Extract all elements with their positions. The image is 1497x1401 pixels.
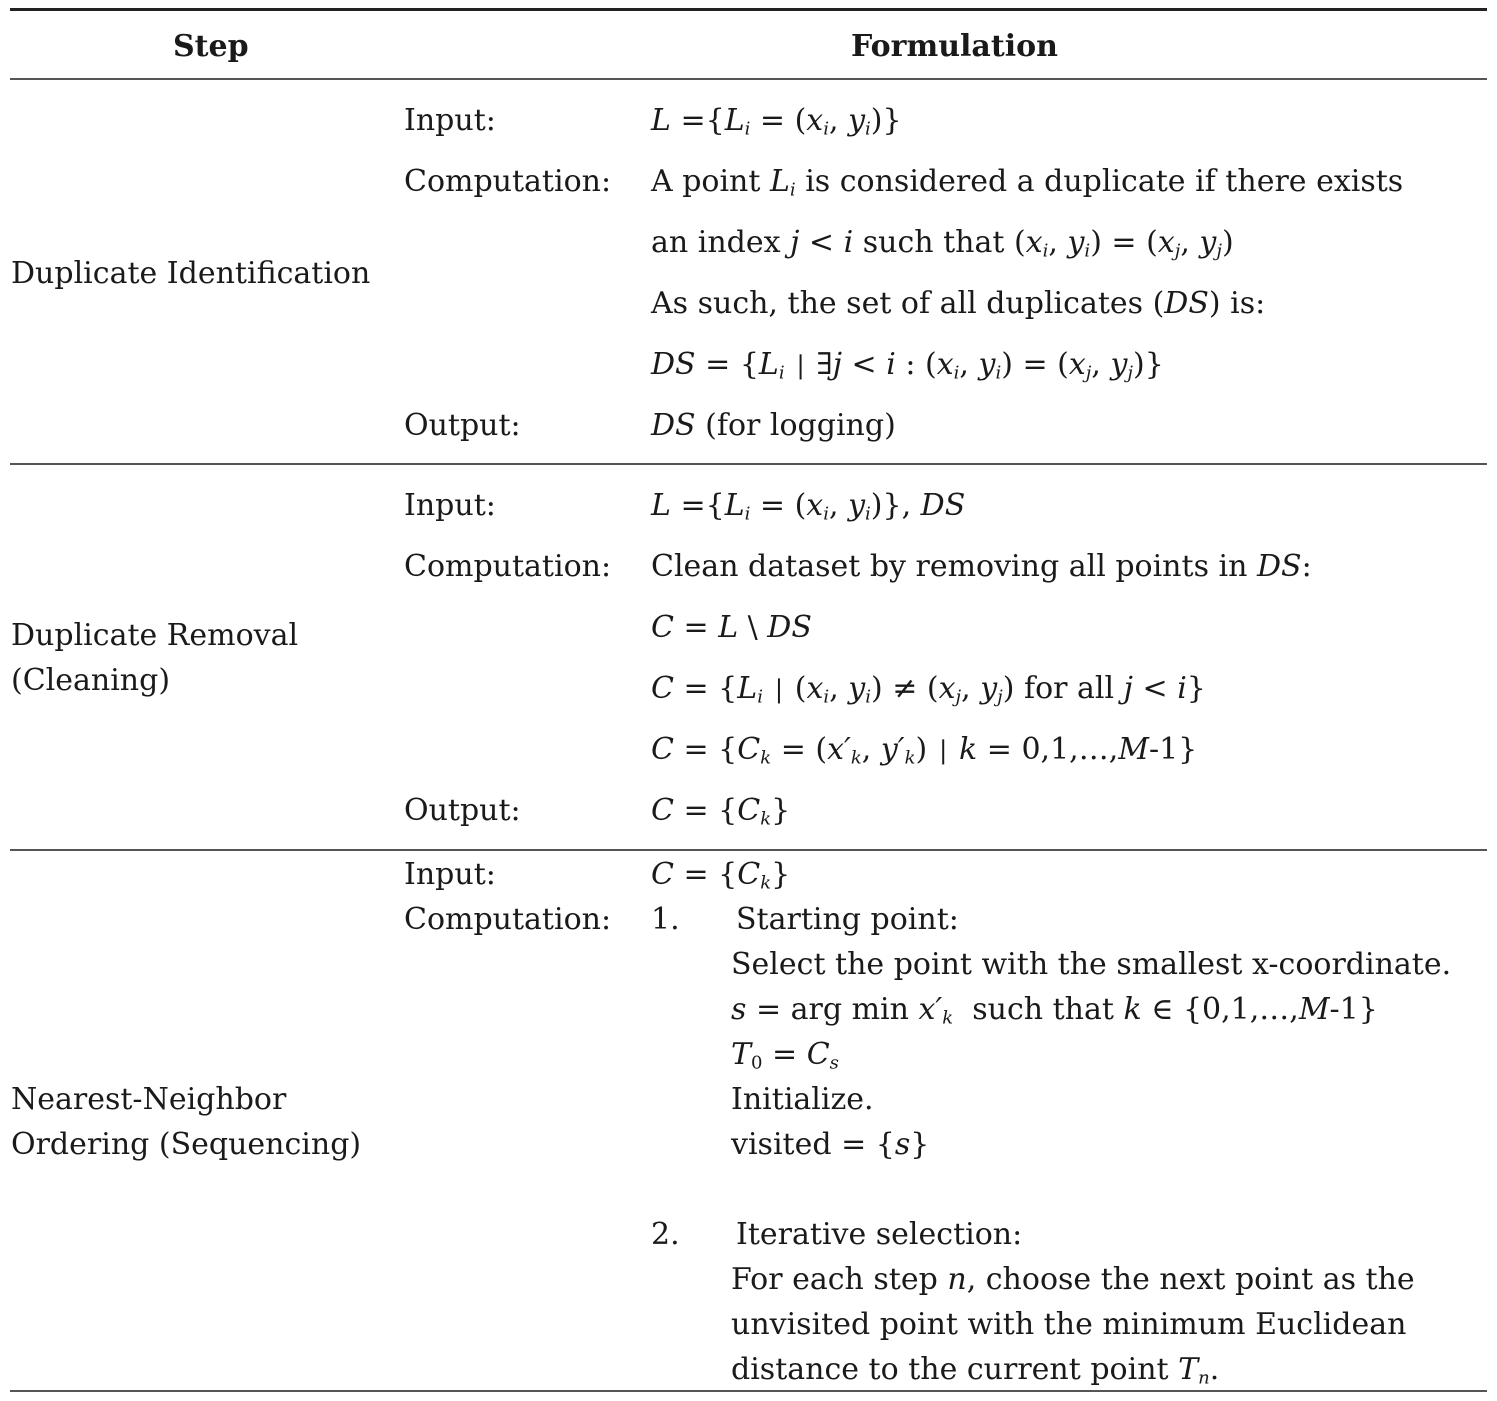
header-formulation: Formulation [851,29,1058,64]
label-input: Input: [404,488,496,523]
formula-start-point: $T_0 = C_s$ [731,1037,839,1074]
computation-text-line: As such, the set of all duplicates (DS) is: [651,286,1266,321]
list-number: 2. [651,1217,680,1252]
formula-input-set: $L =\{L_i = (x_i$, $y_i$)} [651,103,902,140]
list-item-title: Starting point: [736,902,959,937]
header-rule [10,78,1487,80]
label-computation: Computation: [404,164,612,199]
computation-text-line: A point $L_i$ is considered a duplicate if there exists [651,164,1404,201]
computation-text-line: an index j < i such that ($x_i$, $y_i) = (x_j$, $y_j$) [651,225,1234,262]
step-name-nearest-neighbor-sub: Ordering (Sequencing) [11,1127,362,1162]
list-number: 1. [651,902,680,937]
formula-input-set: $C = \{C_k\}$ [651,857,791,894]
section-divider-2 [10,849,1487,851]
computation-text-line: Clean dataset by removing all points in DS: [651,549,1312,584]
formula-output: DS (for logging) [651,408,896,443]
step-name-nearest-neighbor: Nearest-Neighbor [11,1082,287,1117]
list-item-text: For each step n, choose the next point as the [731,1262,1415,1297]
list-item-text: Select the point with the smallest x-coordinate. [731,947,1452,982]
list-item-title: Iterative selection: [736,1217,1023,1252]
label-output: Output: [404,793,521,828]
label-input: Input: [404,857,496,892]
formula-set-difference: C = L \ DS [651,610,812,645]
top-rule [10,8,1487,11]
formula-clean-indexed: $C = \{C_k = (x'_k$, $y'_k$) ∣ k = 0,1,…,M-1} [651,732,1198,769]
bottom-rule [10,1390,1487,1392]
formula-visited: visited = {s} [731,1127,930,1162]
section-divider-1 [10,463,1487,465]
step-name-duplicate-identification: Duplicate Identification [11,256,371,291]
label-output: Output: [404,408,521,443]
label-computation: Computation: [404,902,612,937]
formula-input-set: $L =\{L_i = (x_i$, $y_i$)}, DS [651,488,966,525]
list-item-text: unvisited point with the minimum Euclidean [731,1307,1407,1342]
list-item-text: Initialize. [731,1082,874,1117]
list-item-text: distance to the current point $T_n$. [731,1352,1220,1389]
formula-clean-set: $C = \{L_i$ ∣ ($x_i$, $y_i) \ne (x_j$, $y_j$) for all j < i} [651,671,1206,708]
formula-duplicate-set: DS = {$L_i$ ∣ ∃j < i : ($x_i$, $y_i) = (x_j$, $y_j$)} [651,347,1164,384]
step-name-duplicate-removal-sub: (Cleaning) [11,663,171,698]
formula-output: $C = \{C_k\}$ [651,793,791,830]
header-step: Step [173,29,249,64]
step-name-duplicate-removal: Duplicate Removal [11,618,299,653]
label-computation: Computation: [404,549,612,584]
formula-argmin: s = arg $\min x'_k$ such that k ∈ {0,1,…,M-1} [731,992,1378,1029]
label-input: Input: [404,103,496,138]
